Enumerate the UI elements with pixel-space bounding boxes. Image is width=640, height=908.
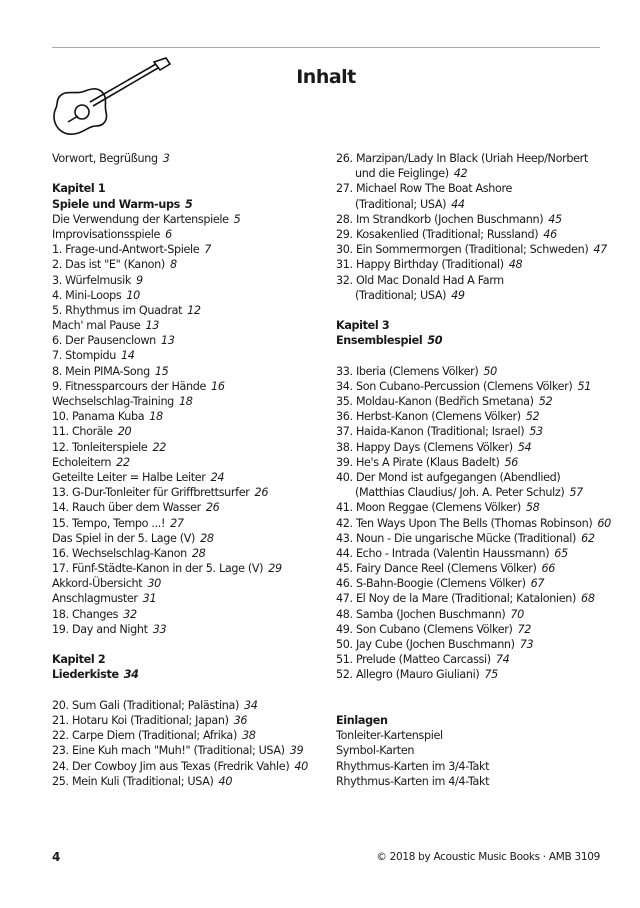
entry-page: 34 xyxy=(243,698,258,712)
spacer xyxy=(336,348,611,363)
entry-page: 15 xyxy=(154,364,169,378)
toc-entry xyxy=(52,652,308,667)
entry-title: 51. Prelude (Matteo Carcassi) xyxy=(336,653,491,667)
entry-title: 25. Mein Kuli (Traditional; USA) xyxy=(52,774,214,788)
entry-page: 38 xyxy=(241,729,256,743)
entry-title: Mach' mal Pause xyxy=(52,319,141,333)
toc-entry xyxy=(336,273,611,288)
entry-page: 13 xyxy=(145,319,159,333)
toc-entry xyxy=(336,591,611,606)
entry-title: Vorwort, Begrüßung xyxy=(52,152,158,165)
toc-entry xyxy=(336,500,611,515)
entry-page: 18 xyxy=(149,410,163,424)
toc-entry xyxy=(336,607,611,622)
toc-entry xyxy=(336,151,611,166)
entry-title: 37. Haida-Kanon (Traditional; Israel) xyxy=(336,425,525,439)
entry-page: 31 xyxy=(142,592,157,606)
entry-title: Spiele und Warm-ups xyxy=(52,197,180,211)
entry-title: 16. Wechselschlag-Kanon xyxy=(52,546,187,560)
entry-title: 39. He's A Pirate (Klaus Badelt) xyxy=(336,455,500,469)
entry-title: 46. S-Bahn-Boogie (Clemens Völker) xyxy=(336,577,526,591)
toc-entry xyxy=(52,242,308,257)
toc-entry xyxy=(336,652,611,667)
entry-title: Wechselschlag-Training xyxy=(52,395,174,408)
toc-entry xyxy=(336,622,611,637)
entry-title: 52. Allegro (Mauro Giuliani) xyxy=(336,668,480,682)
entry-page: 32 xyxy=(123,607,137,621)
toc-entry xyxy=(52,667,308,682)
toc-entry xyxy=(52,576,308,591)
entry-title: 19. Day and Night xyxy=(52,622,148,636)
toc-entry xyxy=(336,531,611,546)
toc-entry xyxy=(52,257,308,272)
toc-entry xyxy=(336,561,611,576)
entry-title: 9. Fitnessparcours der Hände xyxy=(52,379,207,393)
entry-title: 14. Rauch über dem Wasser xyxy=(52,501,201,515)
entry-page: 48 xyxy=(508,258,523,272)
entry-page: 52 xyxy=(538,395,553,408)
entry-page: 57 xyxy=(569,486,583,500)
toc-entry xyxy=(52,774,308,789)
toc-entry xyxy=(52,485,308,500)
toc-entry xyxy=(52,424,308,439)
entry-page: 49 xyxy=(451,288,465,302)
entry-page: 3 xyxy=(162,152,170,165)
toc-entry xyxy=(336,333,611,348)
entry-title: 35. Moldau-Kanon (Bedřich Smetana) xyxy=(336,395,534,408)
toc-entry xyxy=(52,181,308,196)
entry-title: Einlagen xyxy=(336,713,388,727)
entry-page: 20 xyxy=(117,425,132,439)
entry-title: 42. Ten Ways Upon The Bells (Thomas Robinson) xyxy=(336,516,593,530)
entry-title: 32. Old Mac Donald Had A Farm xyxy=(336,273,504,287)
toc-entry xyxy=(52,759,308,774)
toc-entry xyxy=(52,318,308,333)
toc-entry xyxy=(52,333,308,348)
entry-title: 45. Fairy Dance Reel (Clemens Völker) xyxy=(336,562,537,576)
entry-title: 27. Michael Row The Boat Ashore xyxy=(336,182,513,196)
entry-title: 44. Echo - Intrada (Valentin Haussmann) xyxy=(336,546,550,560)
toc-entry xyxy=(52,500,308,515)
entry-title: Die Verwendung der Kartenspiele xyxy=(52,212,229,226)
entry-title: 17. Fünf-Städte-Kanon in der 5. Lage (V) xyxy=(52,562,264,576)
entry-title: Tonleiter-Kartenspiel xyxy=(336,729,443,743)
entry-page: 75 xyxy=(484,668,498,682)
entry-title: 11. Choräle xyxy=(52,425,113,439)
toc-entry xyxy=(52,227,308,242)
entry-page: 10 xyxy=(126,288,140,302)
entry-title: 48. Samba (Jochen Buschmann) xyxy=(336,607,506,621)
entry-title: 41. Moon Reggae (Clemens Völker) xyxy=(336,501,521,515)
entry-page: 5 xyxy=(233,212,241,226)
entry-page: 13 xyxy=(160,334,175,348)
entry-title: 34. Son Cubano-Percussion (Clemens Völker) xyxy=(336,379,573,393)
toc-entry xyxy=(52,197,308,212)
toc-entry xyxy=(52,394,308,409)
entry-page: 62 xyxy=(581,531,595,545)
entry-page: 5 xyxy=(184,197,193,211)
entry-page: 72 xyxy=(517,622,532,636)
entry-page: 40 xyxy=(218,774,233,788)
toc-entry xyxy=(336,242,611,257)
entry-page: 52 xyxy=(525,410,540,424)
entry-title: 20. Sum Gali (Traditional; Palästina) xyxy=(52,698,239,712)
entry-title: 31. Happy Birthday (Traditional) xyxy=(336,258,504,272)
toc-entry xyxy=(52,516,308,531)
entry-title: 38. Happy Days (Clemens Völker) xyxy=(336,440,513,454)
entry-title: 18. Changes xyxy=(52,607,119,621)
entry-page: 39 xyxy=(289,744,304,758)
toc-entry xyxy=(336,440,611,455)
entry-page: 54 xyxy=(517,440,532,454)
toc-entry xyxy=(52,607,308,622)
entry-title: 23. Eine Kuh mach "Muh!" (Traditional; USA) xyxy=(52,744,285,758)
toc-entry xyxy=(52,409,308,424)
spacer xyxy=(336,303,611,318)
toc-entry xyxy=(336,394,611,409)
toc-entry xyxy=(52,728,308,743)
toc-entry xyxy=(52,273,308,288)
entry-page: 27 xyxy=(170,516,184,530)
toc-entry xyxy=(52,561,308,576)
entry-page: 33 xyxy=(152,622,167,636)
entry-title: (Traditional; USA) xyxy=(355,288,447,302)
spacer xyxy=(336,698,611,713)
entry-page: 12 xyxy=(187,303,201,317)
entry-page: 16 xyxy=(211,379,225,393)
entry-title: Anschlagmuster xyxy=(52,592,138,606)
copyright-notice: © 2018 by Acoustic Music Books · AMB 3109 xyxy=(376,851,600,863)
entry-title: 29. Kosakenlied (Traditional; Russland) xyxy=(336,227,539,241)
toc-entry xyxy=(336,759,611,774)
toc-entry xyxy=(336,667,611,682)
entry-title: 26. Marzipan/Lady In Black (Uriah Heep/Norbert xyxy=(336,152,588,165)
entry-page: 68 xyxy=(581,592,595,606)
toc-entry xyxy=(336,364,611,379)
entry-title: 15. Tempo, Tempo ...! xyxy=(52,516,166,530)
entry-title: Kapitel 3 xyxy=(336,319,390,333)
entry-page: 14 xyxy=(121,349,135,363)
entry-page: 42 xyxy=(453,167,468,181)
entry-title: 4. Mini-Loops xyxy=(52,288,122,302)
toc-entry xyxy=(336,713,611,728)
entry-page: 24 xyxy=(210,470,225,484)
toc-left-column xyxy=(52,151,308,789)
entry-title: Akkord-Übersicht xyxy=(52,577,143,591)
spacer xyxy=(336,683,611,698)
entry-page: 50 xyxy=(427,334,443,348)
entry-page: 67 xyxy=(530,577,545,591)
entry-page: 28 xyxy=(200,531,214,545)
entry-page: 8 xyxy=(169,258,177,272)
spacer xyxy=(52,683,308,698)
entry-title: 8. Mein PIMA-Song xyxy=(52,364,150,378)
toc-entry xyxy=(52,470,308,485)
entry-page: 9 xyxy=(136,273,143,287)
toc-entry xyxy=(52,151,308,166)
entry-title: 36. Herbst-Kanon (Clemens Völker) xyxy=(336,410,521,424)
toc-entry xyxy=(52,698,308,713)
toc-entry xyxy=(336,197,611,212)
entry-page: 53 xyxy=(529,425,543,439)
entry-page: 18 xyxy=(178,395,193,408)
entry-page: 26 xyxy=(254,486,269,500)
entry-title: Geteilte Leiter = Halbe Leiter xyxy=(52,470,206,484)
entry-page: 70 xyxy=(510,607,524,621)
toc-entry xyxy=(52,303,308,318)
entry-page: 47 xyxy=(593,243,607,257)
page-number: 4 xyxy=(52,850,61,864)
entry-title: 13. G-Dur-Tonleiter für Griffbrettsurfer xyxy=(52,486,250,500)
toc-entry xyxy=(336,728,611,743)
entry-title: Kapitel 2 xyxy=(52,653,106,667)
entry-page: 73 xyxy=(519,638,534,651)
entry-page: 22 xyxy=(152,440,166,454)
entry-title: 43. Noun - Die ungarische Mücke (Traditional) xyxy=(336,531,577,545)
toc-entry xyxy=(336,576,611,591)
entry-title: Das Spiel in der 5. Lage (V) xyxy=(52,531,196,545)
entry-title: 21. Hotaru Koi (Traditional; Japan) xyxy=(52,713,229,727)
header-rule xyxy=(52,47,600,48)
entry-title: Ensemblespiel xyxy=(336,334,423,348)
entry-title: 50. Jay Cube (Jochen Buschmann) xyxy=(336,638,515,651)
entry-page: 29 xyxy=(268,562,282,576)
entry-title: Symbol-Karten xyxy=(336,744,415,758)
entry-page: 45 xyxy=(548,212,562,226)
toc-entry xyxy=(52,364,308,379)
spacer xyxy=(52,637,308,652)
toc-entry xyxy=(336,288,611,303)
entry-page: 51 xyxy=(577,379,591,393)
toc-entry xyxy=(52,743,308,758)
entry-page: 66 xyxy=(541,562,556,576)
entry-page: 56 xyxy=(504,455,519,469)
toc-entry xyxy=(52,591,308,606)
entry-page: 28 xyxy=(191,546,206,560)
entry-page: 44 xyxy=(451,197,465,211)
entry-page: 40 xyxy=(294,759,308,773)
entry-title: 5. Rhythmus im Quadrat xyxy=(52,303,183,317)
entry-page: 60 xyxy=(597,516,611,530)
toc-entry xyxy=(52,440,308,455)
toc-entry xyxy=(336,485,611,500)
toc-entry xyxy=(336,227,611,242)
toc-entry xyxy=(336,637,611,652)
toc-entry xyxy=(336,166,611,181)
entry-title: Rhythmus-Karten im 3/4-Takt xyxy=(336,759,490,773)
toc-entry xyxy=(336,257,611,272)
entry-title: 1. Frage-und-Antwort-Spiele xyxy=(52,243,200,257)
entry-title: 12. Tonleiterspiele xyxy=(52,440,148,454)
toc-entry xyxy=(52,713,308,728)
entry-title: Liederkiste xyxy=(52,668,119,682)
toc-entry xyxy=(52,455,308,470)
entry-title: 28. Im Strandkorb (Jochen Buschmann) xyxy=(336,212,544,226)
entry-title: Improvisationsspiele xyxy=(52,227,161,241)
entry-title: 6. Der Pausenclown xyxy=(52,334,156,348)
toc-entry xyxy=(336,455,611,470)
toc-entry xyxy=(52,546,308,561)
toc-entry xyxy=(52,212,308,227)
entry-page: 30 xyxy=(147,577,161,591)
toc-entry xyxy=(52,379,308,394)
entry-page: 65 xyxy=(554,546,568,560)
toc-entry xyxy=(336,424,611,439)
entry-title: Kapitel 1 xyxy=(52,182,106,196)
entry-title: 24. Der Cowboy Jim aus Texas (Fredrik Vahle) xyxy=(52,759,290,773)
entry-title: (Traditional; USA) xyxy=(355,197,447,211)
toc-entry xyxy=(52,531,308,546)
toc-entry xyxy=(336,181,611,196)
entry-page: 74 xyxy=(495,653,510,667)
entry-title: 47. El Noy de la Mare (Traditional; Katalonien) xyxy=(336,592,577,606)
toc-entry xyxy=(52,622,308,637)
toc-entry xyxy=(336,743,611,758)
toc-entry xyxy=(336,470,611,485)
entry-title: 22. Carpe Diem (Traditional; Afrika) xyxy=(52,729,237,743)
entry-title: (Matthias Claudius/ Joh. A. Peter Schulz) xyxy=(355,486,565,500)
page-title: Inhalt xyxy=(296,66,356,88)
toc-entry xyxy=(336,516,611,531)
entry-page: 36 xyxy=(233,713,248,727)
entry-title: 3. Würfelmusik xyxy=(52,273,132,287)
entry-title: 49. Son Cubano (Clemens Völker) xyxy=(336,622,513,636)
toc-entry xyxy=(52,288,308,303)
entry-page: 22 xyxy=(116,455,130,469)
entry-title: 7. Stompidu xyxy=(52,349,117,363)
entry-page: 6 xyxy=(165,227,172,241)
toc-entry xyxy=(336,212,611,227)
toc-entry xyxy=(336,774,611,789)
toc-right-column xyxy=(336,151,611,789)
entry-title: Echoleitern xyxy=(52,455,112,469)
entry-title: 10. Panama Kuba xyxy=(52,410,145,424)
entry-title: Rhythmus-Karten im 4/4-Takt xyxy=(336,774,490,788)
entry-page: 26 xyxy=(205,501,220,515)
entry-page: 50 xyxy=(483,364,497,378)
entry-title: 33. Iberia (Clemens Völker) xyxy=(336,364,479,378)
entry-title: und die Feiglinge) xyxy=(355,167,449,181)
toc-entry xyxy=(336,546,611,561)
entry-page: 46 xyxy=(543,227,557,241)
entry-page: 34 xyxy=(123,668,139,682)
entry-page: 58 xyxy=(525,501,540,515)
entry-title: 2. Das ist "E" (Kanon) xyxy=(52,258,165,272)
toc-entry xyxy=(336,379,611,394)
toc-entry xyxy=(52,348,308,363)
entry-title: 40. Der Mond ist aufgegangen (Abendlied) xyxy=(336,470,561,484)
spacer xyxy=(52,166,308,181)
entry-page: 7 xyxy=(204,243,212,257)
toc-entry xyxy=(336,409,611,424)
toc-entry xyxy=(336,318,611,333)
entry-title: 30. Ein Sommermorgen (Traditional; Schweden) xyxy=(336,243,589,257)
